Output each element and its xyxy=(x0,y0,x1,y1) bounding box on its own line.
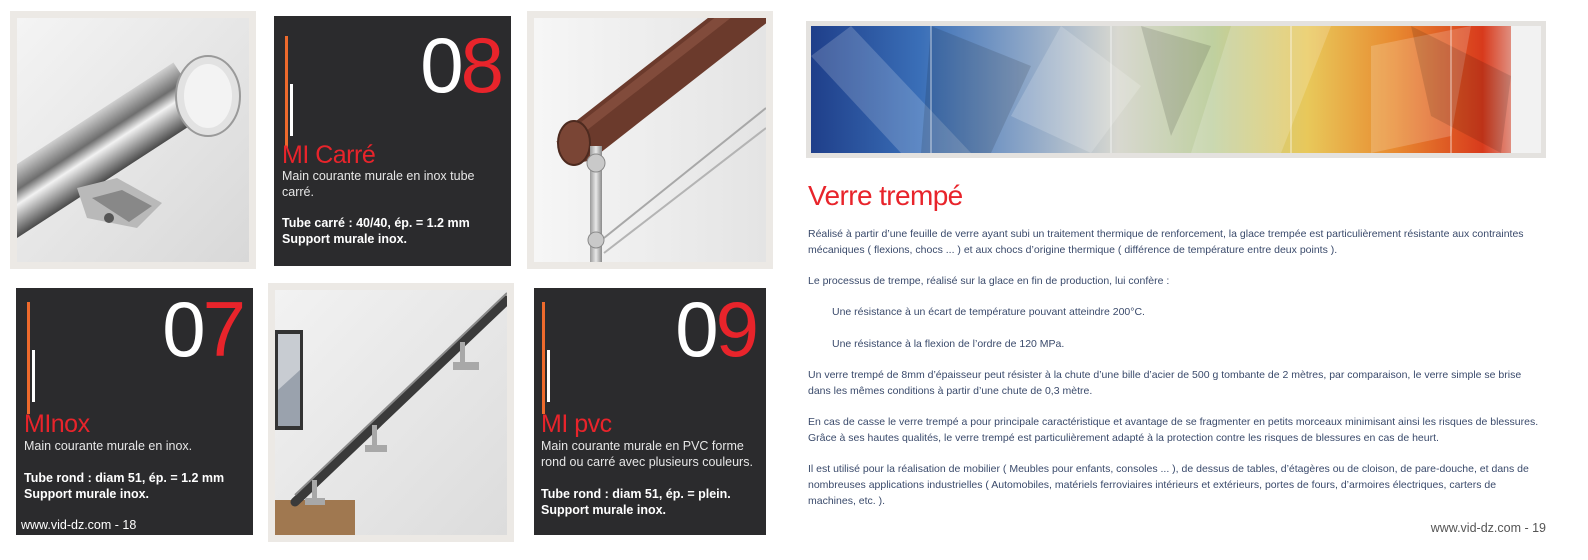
accent-bar-orange xyxy=(285,36,288,148)
accent-bar-orange xyxy=(27,302,30,414)
card-number: 07 xyxy=(162,285,243,373)
card-number: 09 xyxy=(675,285,756,373)
product-card-07 xyxy=(16,285,253,535)
product-card-09 xyxy=(534,285,766,535)
paragraph-property-temperature: Une résistance à un écart de température pouvant atteindre 200°C. xyxy=(832,306,1145,318)
card-description: Main courante murale en PVC forme rond ou carré avec plusieurs couleurs. xyxy=(541,439,753,469)
paragraph-process: Le processus de trempe, réalisé sur la glace en fin de production, lui confère : xyxy=(808,275,1170,287)
card-spec-line-1: Tube rond : diam 51, ép. = plein. xyxy=(541,487,731,501)
accent-bar-white xyxy=(32,350,35,402)
accent-bar-orange xyxy=(542,302,545,414)
paragraph-property-flexion: Une résistance à la flexion de l’ordre de 120 MPa. xyxy=(832,338,1065,350)
card-spec-line-1: Tube rond : diam 51, ép. = 1.2 mm xyxy=(24,471,225,485)
card-spec-line-2: Support murale inox. xyxy=(282,232,408,246)
paragraph-intro: Réalisé à partir d’une feuille de verre ayant subi un traitement thermique de renforcement, la glace trempée est particulièrement résistante aux contraintes mécaniques ( flexions, chocs ... ) et aux chocs d’origine thermique ( différence de température entre deux points ). xyxy=(808,228,1524,256)
paragraph-applications: Il est utilisé pour la réalisation de mobilier ( Meubles pour enfants, consoles ... ), de dessus de tables, d’étagères ou de cloison, de pare-douche, et dans de nombreuses applications industrielles ( Automobiles, matériels ferroviaires intérieurs et extérieurs, portes de fours, d’armoires électriques, carters de machines, etc. ). xyxy=(808,463,1529,507)
photo-steel-round-rail xyxy=(10,11,256,269)
wood-rail-illustration xyxy=(534,18,766,262)
steel-rail-illustration xyxy=(17,18,249,262)
accent-bar-white xyxy=(547,350,550,402)
paragraph-safety: En cas de casse le verre trempé a pour principale caractéristique et avantage de se fragmenter en petits morceaux minimisant ainsi les risques de blessures. Grâce à ses hautes qualités, le verre trempé est particulièrement adapté à la protection contre les risques de blessures en cas de heurt. xyxy=(808,416,1539,444)
card-spec-line-2: Support murale inox. xyxy=(24,487,150,501)
card-spec-line-1: Tube carré : 40/40, ép. = 1.2 mm xyxy=(282,216,470,230)
product-card-08 xyxy=(274,16,511,266)
accent-bar-white xyxy=(290,84,293,136)
section-title: Verre trempé xyxy=(808,180,963,211)
banner-colored-glass xyxy=(806,21,1546,158)
page-footer-right: www.vid-dz.com - 19 xyxy=(1430,521,1546,535)
page-footer-left: www.vid-dz.com - 18 xyxy=(21,518,137,532)
colored-glass-illustration xyxy=(811,26,1541,153)
card-title: MInox xyxy=(24,410,90,438)
photo-wood-rail-post xyxy=(527,11,773,269)
card-spec-line-2: Support murale inox. xyxy=(541,503,667,517)
card-number: 08 xyxy=(420,21,501,109)
photo-wall-handrail xyxy=(268,283,514,542)
card-description: Main courante murale en inox tube carré. xyxy=(282,169,475,199)
paragraph-impact-test: Un verre trempé de 8mm d’épaisseur peut résister à la chute d’une bille d’acier de 500 g tombante de 2 mètres, par comparaison, le verre simple se brise dans les mêmes conditions à partir d’une chute de 0,3 mètre. xyxy=(808,369,1522,397)
wall-handrail-illustration xyxy=(275,290,507,535)
card-title: MI Carré xyxy=(282,141,376,169)
card-description: Main courante murale en inox. xyxy=(24,439,193,453)
card-title: MI pvc xyxy=(541,410,612,438)
